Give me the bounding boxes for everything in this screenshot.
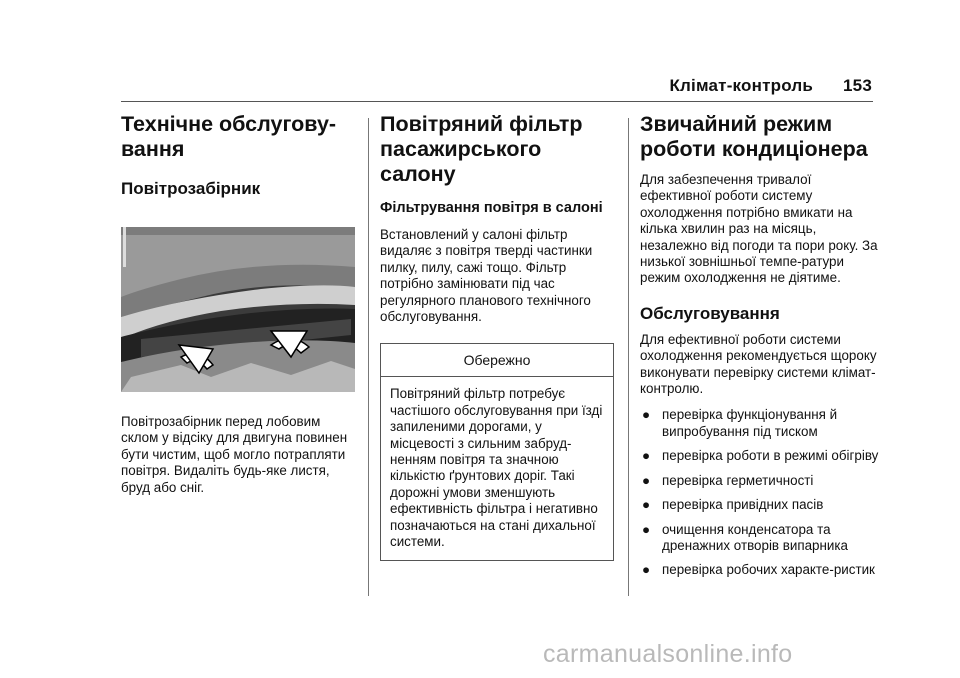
air-filtration-heading: Фільтрування повітря в салоні (380, 200, 603, 216)
column-2 (380, 112, 616, 561)
list-item: ● перевірка роботи в режимі обігріву (642, 448, 879, 464)
air-intake-heading: Повітрозабірник (121, 179, 261, 198)
list-item: ● очищення конденсатора та дренажних отворів випарника (642, 521, 848, 553)
bullet-icon: ● (642, 472, 651, 488)
watermark: carmanualsonline.info (543, 640, 793, 668)
list-item: ● перевірка герметичності (642, 472, 814, 488)
air-intake-illustration (121, 227, 355, 392)
cabin-filter-heading: Повітряний фільтр пасажирського салону (380, 112, 583, 186)
caution-text: Повітряний фільтр потребує частішого обслуговування при їзді запиленими дорогами, у місцевості з сильним забруд-ненням повітря та значною кількістю ґрунтових доріг. Такі дорожні умови зменшують ефективність фільтра і негативно позначаються на стані дихальної системи. (390, 386, 603, 550)
air-intake-photo (121, 227, 355, 392)
caution-box (380, 343, 614, 560)
air-intake-caption: Повітрозабірник перед лобовим склом у відсіку для двигуна повинен бути чистим, щоб могло потрапляти повітря. Видаліть будь-яке листя, бруд або сніг. (121, 414, 348, 495)
list-item: ● перевірка функціонування й випробування під тиском (642, 407, 838, 439)
ac-normal-mode-text: Для забезпечення тривалої ефективної роботи систему охолодження потрібно вмикати на кілька хвилин раз на місяць, незалежно від погоди та пори року. За низької зовнішньої темпе-ратури режим охолодження не діятиме. (640, 172, 878, 286)
bullet-icon: ● (642, 448, 651, 464)
maintenance-heading: Технічне обслугову- вання (121, 112, 337, 161)
caution-title: Обережно (381, 344, 613, 377)
bullet-icon: ● (642, 497, 651, 513)
page-number: 153 (843, 76, 872, 95)
column-divider-2 (628, 118, 629, 596)
header-rule (121, 101, 873, 102)
column-divider-1 (368, 118, 369, 596)
column-3 (640, 112, 880, 587)
ac-normal-mode-heading: Звичайний режим роботи кондиціонера (640, 112, 868, 161)
cabin-filter-text: Встановлений у салоні фільтр видаляє з повітря тверді частинки пилку, пилу, сажі тощо. Фільтр потрібно замінювати під час регулярного планового технічного обслуговування. (380, 227, 593, 325)
service-checklist (640, 407, 880, 578)
service-text: Для ефективної роботи системи охолодження рекомендується щороку виконувати перевірку системи клімат-контролю. (640, 331, 877, 397)
list-item: ● перевірка робочих характе-ристик (642, 562, 875, 578)
service-heading: Обслуговування (640, 303, 780, 323)
bullet-icon: ● (642, 562, 651, 578)
bullet-icon: ● (642, 407, 651, 423)
column-1 (121, 112, 357, 496)
section-title: Клімат-контроль (669, 76, 814, 95)
page-header (669, 76, 872, 96)
bullet-icon: ● (642, 521, 651, 537)
list-item: ● перевірка привідних пасів (642, 497, 824, 513)
